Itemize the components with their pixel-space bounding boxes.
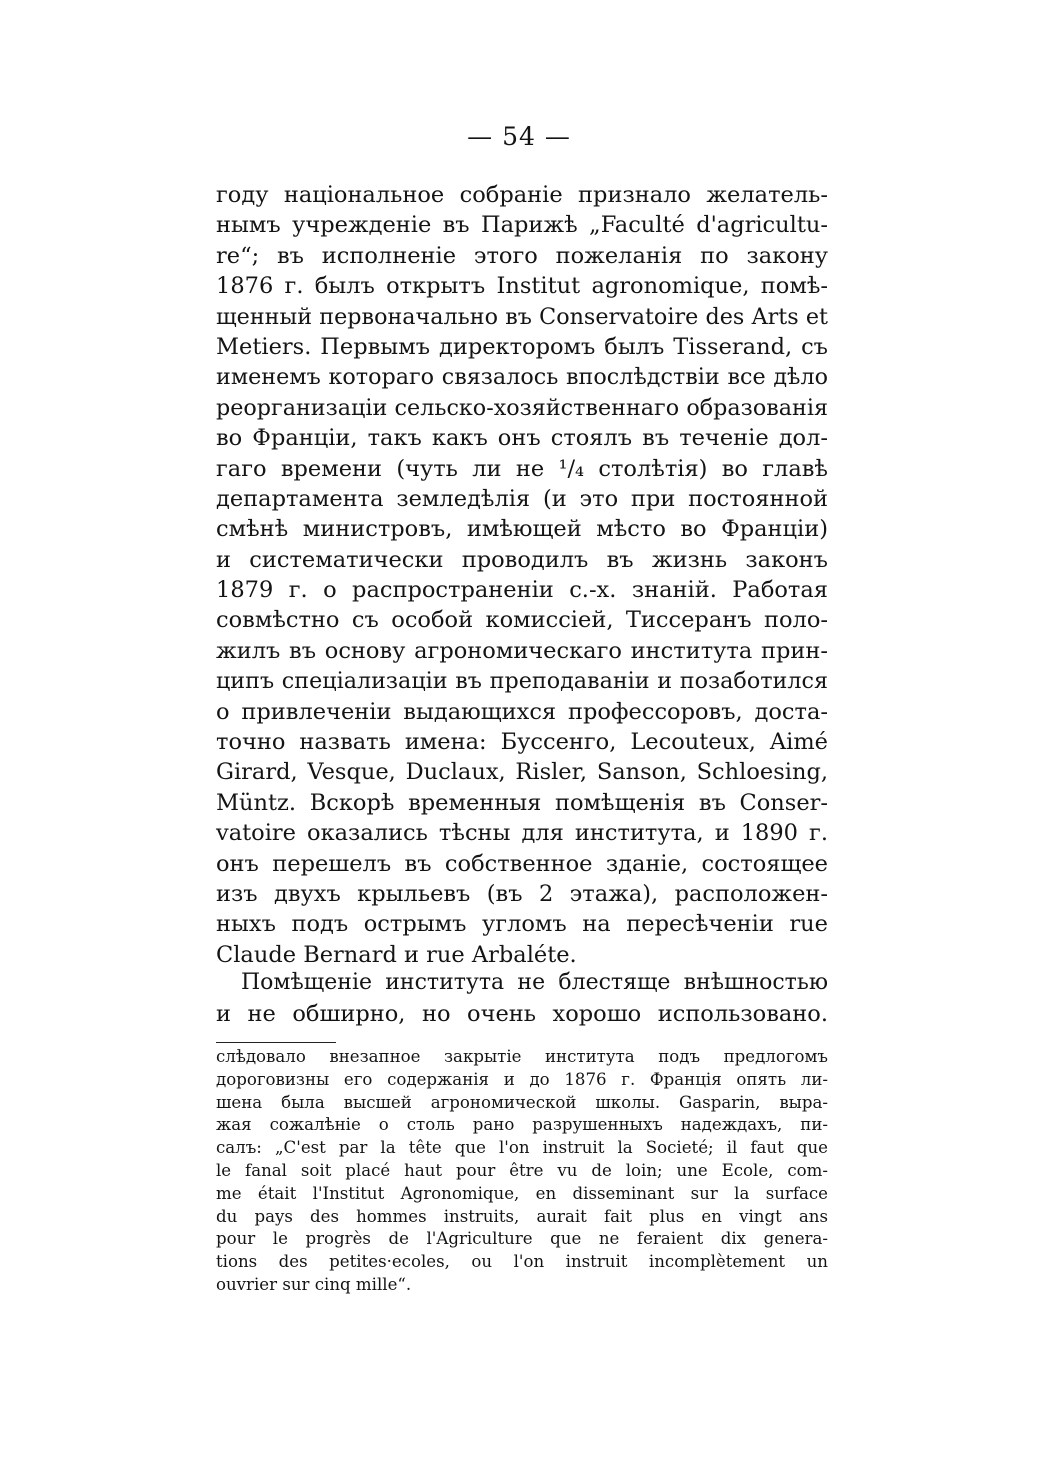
text-line: vatoire оказались тѣсны для института, и 1890 г. [216,820,828,847]
text-line: онъ перешелъ въ собственное зданіе, состоящее [216,850,828,877]
text-line: ципъ спеціализаціи въ преподаваніи и позаботился [216,668,828,695]
footnote-line: слѣдовало внезапное закрытіе института подъ предлогомъ [216,1047,828,1066]
footnote-line: дороговизны его содержанія и до 1876 г. Франція опять ли- [216,1069,828,1089]
footnote-line: pour le progrès de l'Agriculture que ne feraient dix genera- [216,1229,828,1249]
text-line: Girard, Vesque, Duclaux, Risler, Sanson, Schloesing, [216,759,828,786]
text-line: году національное собраніе признало желатель- [216,182,828,208]
footnote-line: le fanal soit placé haut pour être vu de loin; une Ecole, com- [216,1160,828,1180]
text-line: во Франціи, такъ какъ онъ стоялъ въ теченіе дол- [216,425,828,452]
page-number: — 54 — [467,122,571,151]
text-line: re“; въ исполненіе этого пожеланія по закону [216,242,828,269]
main-paragraph [216,180,828,970]
footnote-line: tions des petites·ecoles, ou l'on instruit incomplètement un [216,1252,828,1272]
footnote-line: ouvrier sur cinq mille“. [216,1274,412,1294]
text-line: точно назвать имена: Буссенго, Lecouteux, Aimé [216,729,828,756]
text-line: смѣнѣ министровъ, имѣющей мѣсто во Франціи) [216,516,828,543]
text-line: нымъ учрежденіе въ Парижѣ „Faculté d'agricultu- [216,212,828,239]
text-line: и систематически проводилъ въ жизнь законъ [216,546,828,573]
text-line: совмѣстно съ особой комиссіей, Тиссеранъ поло- [216,607,828,634]
text-line: Müntz. Вскорѣ временныя помѣщенія въ Conser- [216,789,828,816]
text-line: 1876 г. былъ открытъ Institut agronomique, помѣ- [216,273,828,300]
text-line: ныхъ подъ острымъ угломъ на пересѣченіи rue [216,911,828,938]
text-line: 1879 г. о распространеніи с.-х. знаній. Работая [216,577,828,604]
footnote [216,1046,828,1297]
text-line: Metiers. Первымъ директоромъ былъ Tisserand, съ [216,333,828,360]
text-line: изъ двухъ крыльевъ (въ 2 этажа), расположен- [216,880,828,907]
footnote-line: шена была высшей агрономической школы. Gasparin, выра- [216,1092,828,1112]
second-paragraph [216,968,828,1029]
footnote-line: du pays des hommes instruits, aurait fait plus en vingt ans [216,1206,828,1226]
text-line: Claude Bernard и rue Arbaléte. [216,941,577,968]
text-line: жилъ въ основу агрономическаго института прин- [216,637,828,664]
footnote-line: жая сожалѣніе о столь рано разрушенныхъ надеждахъ, пи- [216,1115,828,1135]
text-line: гаго времени (чуть ли не ¹/₄ столѣтія) во главѣ [216,455,828,482]
text-line: реорганизаціи сельско-хозяйственнаго образованія [216,394,828,421]
text-line: департамента земледѣлія (и это при постоянной [216,485,828,512]
text-line: о привлеченіи выдающихся профессоровъ, доста- [216,698,828,725]
footnote-divider [216,1042,336,1043]
text-line: Помѣщеніе института не блестяще внѣшностью [241,970,828,995]
text-line: щенный первоначально въ Conservatoire des Arts et [216,303,828,330]
footnote-line: салъ: „C'est par la tête que l'on instruit la Societé; il faut que [216,1138,828,1158]
text-line: и не обширно, но очень хорошо использовано. [216,1000,828,1027]
text-line: именемъ котораго связалось впослѣдствіи все дѣло [216,364,828,391]
footnote-line: me était l'Institut Agronomique, en disseminant sur la surface [216,1183,828,1203]
